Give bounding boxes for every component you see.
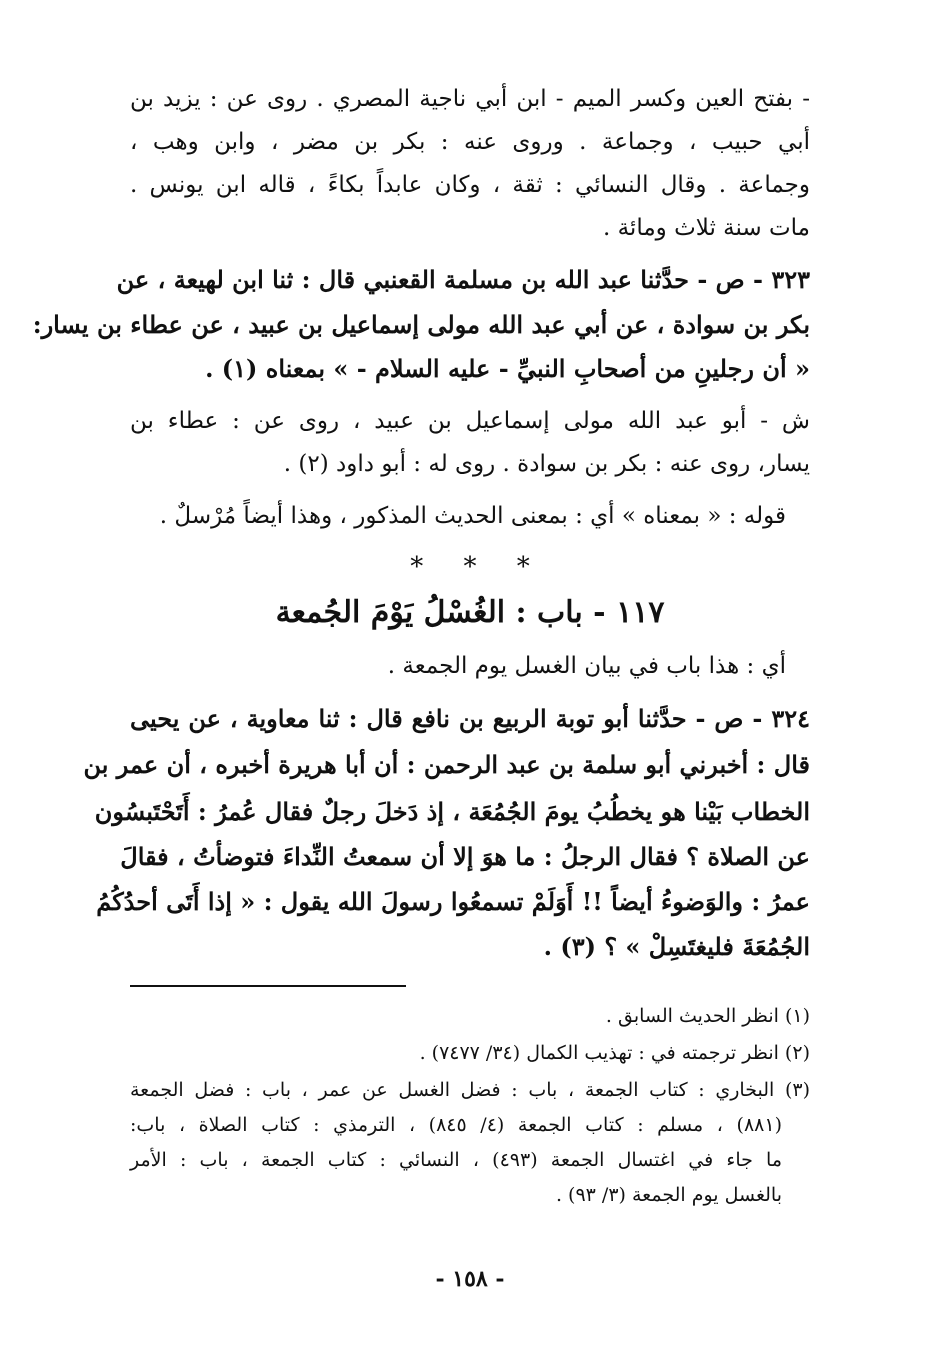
hadith-line: ٣٢٣ - ص - حدَّثنا عبد الله بن مسلمة القعنبي قال : ثنا ابن لهيعة ، عن	[116, 265, 810, 294]
footnote: (٨٨١) ، مسلم : كتاب الجمعة (٤/ ٨٤٥) ، الترمذي : كتاب الصلاة ، باب:	[130, 1114, 782, 1136]
text-line: وجماعة . وقال النسائي : ثقة ، وكان عابداً بكاءً ، قاله ابن يونس .	[130, 172, 810, 198]
footnote-divider	[130, 985, 406, 987]
text-line: أبي حبيب ، وجماعة . وروى عنه : بكر بن مضر ، وابن وهب ،	[130, 129, 810, 155]
section-separator: * * *	[410, 552, 530, 582]
chapter-note: أي : هذا باب في بيان الغسل يوم الجمعة .	[387, 653, 786, 679]
footnote: (٣) البخاري : كتاب الجمعة ، باب : فضل الغسل عن عمر ، باب : فضل الجمعة	[130, 1079, 810, 1101]
commentary-line: قوله : « بمعناه » أي : بمعنى الحديث المذكور ، وهذا أيضاً مُرْسلٌ .	[159, 503, 786, 529]
footnote: بالغسل يوم الجمعة (٣/ ٩٣) .	[555, 1184, 782, 1206]
hadith-line: الجُمُعَةَ فليغتَسِلْ » ؟ (٣) .	[543, 932, 810, 961]
hadith-line: عمرُ : والوَضوءُ أيضاً !! أَوَلَمْ تسمعُوا رسولَ الله يقول : « إذا أَتَى أحدُكُمُ	[96, 887, 810, 916]
footnote: (٢) انظر ترجمته في : تهذيب الكمال (٣٤/ ٧٤٧٧) .	[419, 1042, 810, 1064]
hadith-line: الخطاب بَيْنا هو يخطُبُ يومَ الجُمُعَة ، إذ دَخلَ رجلٌ فقال عُمرُ : أَتَحْتَبسُون	[94, 797, 810, 826]
hadith-line: بكر بن سوادة ، عن أبي عبد الله مولى إسماعيل بن عبيد ، عن عطاء بن يسار:	[32, 310, 810, 339]
book-page	[32, 80, 810, 1342]
text-line: مات سنة ثلاث ومائة .	[602, 215, 810, 241]
footnote: ما جاء في اغتسال الجمعة (٤٩٣) ، النسائي : كتاب الجمعة ، باب : الأمر	[130, 1149, 782, 1171]
hadith-line: قال : أخبرني أبو سلمة بن عبد الرحمن : أن أبا هريرة أخبره ، أن عمر بن	[83, 750, 810, 779]
hadith-line: عن الصلاة ؟ فقال الرجلُ : ما هوَ إلا أن سمعتُ النِّداءَ فتوضأتُ ، فقالَ	[120, 842, 810, 871]
commentary-line: يسار، روى عنه : بكر بن سوادة . روى له : أبو داود (٢) .	[283, 451, 810, 477]
footnote: (١) انظر الحديث السابق .	[605, 1005, 810, 1027]
hadith-line: ٣٢٤ - ص - حدَّثنا أبو توبة الربيع بن نافع قال : ثنا معاوية ، عن يحيى	[130, 704, 810, 733]
hadith-line: « أن رجلينِ من أصحابِ النبيِّ - عليه السلام - » بمعناه (١) .	[205, 354, 810, 383]
commentary-line: ش - أبو عبد الله مولى إسماعيل بن عبيد ، روى عن : عطاء بن	[130, 408, 810, 434]
text-line: - بفتح العين وكسر الميم - ابن أبي ناجية المصري . روى عن : يزيد بن	[130, 86, 810, 112]
chapter-title: ١١٧ - باب : الغُسْلُ يَوْمَ الجُمعة	[275, 595, 665, 630]
page-number: - ١٥٨ -	[435, 1266, 505, 1292]
